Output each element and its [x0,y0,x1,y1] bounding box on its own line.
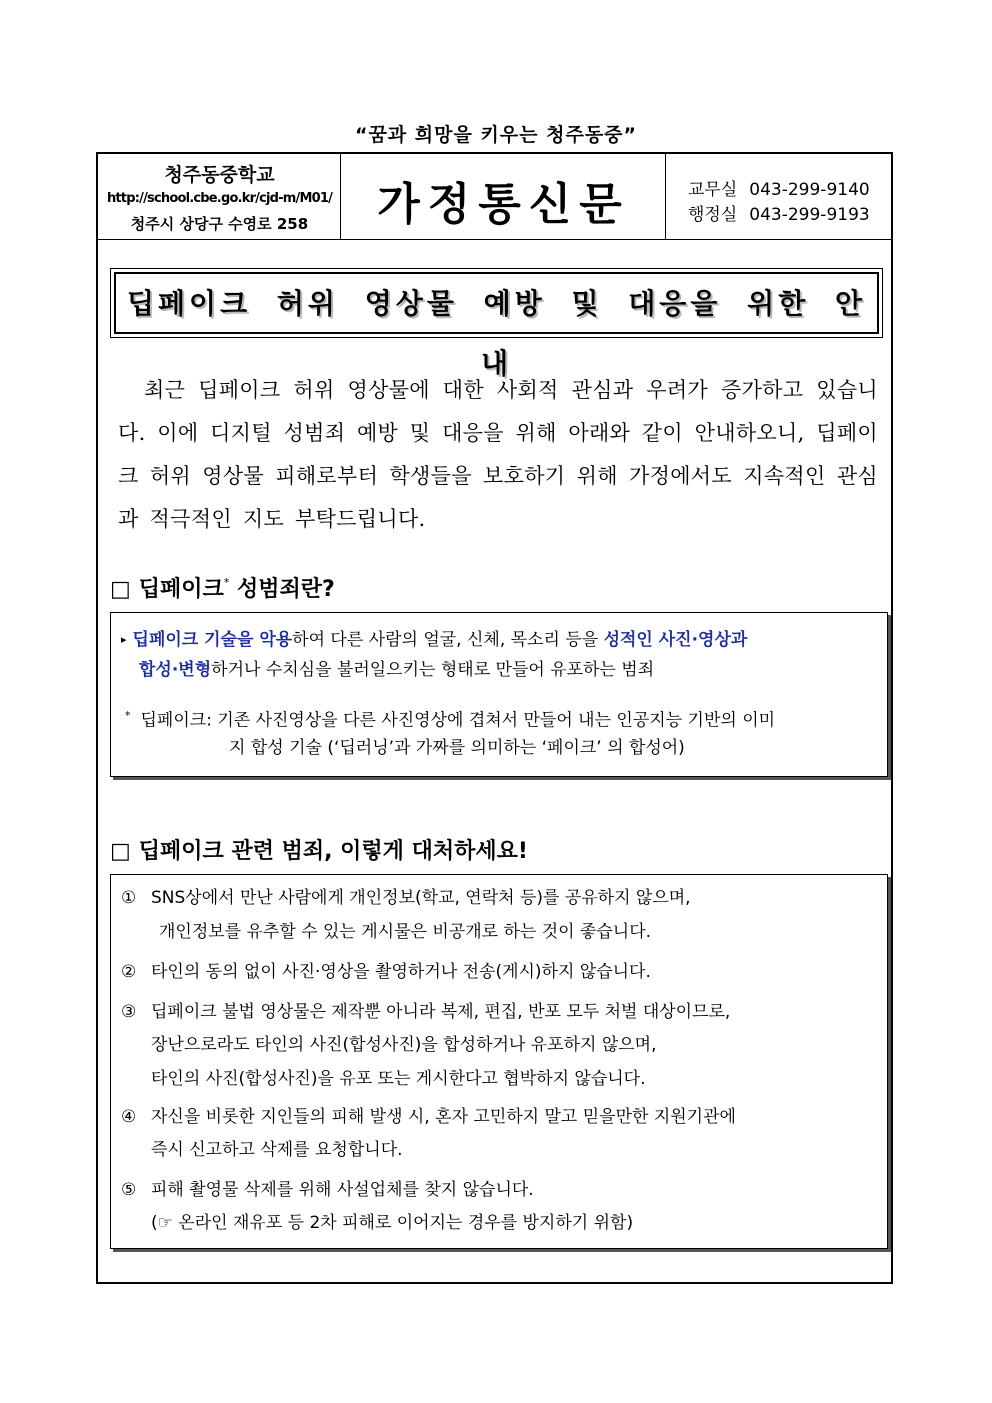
phone-office-1 [688,175,870,200]
list-item-continuation: 즉시 신고하고 삭제를 요청합니다. [151,1140,403,1160]
list-item [121,957,881,987]
item-text: 자신을 비롯한 지인들의 피해 발생 시, 혼자 고민하지 말고 믿을만한 지원기관에 [151,1107,736,1127]
newsletter-header [98,154,891,240]
item-text: 피해 촬영물 삭제를 위해 사설업체를 찾지 않습니다. [151,1180,534,1200]
section-title: 딥페이크 관련 범죄, 이렇게 대처하세요! [138,839,528,864]
list-item [121,1102,881,1132]
definition-box [110,612,888,777]
list-item [121,1175,881,1205]
item-number: ⑤ [121,1180,137,1200]
section-title-part: 딥페이크 [138,577,224,602]
item-text: 딥페이크 불법 영상물은 제작뿐 아니라 복제, 편집, 반포 모두 처벌 대상이므로, [151,1002,731,1022]
list-item [121,883,881,913]
footnote-line-2: 지 합성 기술 (‘딥러닝’과 가짜를 의미하는 ‘페이크’ 의 합성어) [229,738,685,758]
highlight-text: 합성·변형 [139,660,212,680]
highlight-text: 성적인 사진·영상과 [603,630,748,650]
newsletter-title: 가정통신문 [377,179,630,230]
contact-info [666,154,891,239]
school-slogan: “꿈과 희망을 키우는 청주동중” [354,124,638,146]
school-address: 청주시 상당구 수영로 258 [130,215,309,233]
footnote-mark: * [125,709,131,722]
intro-paragraph: 최근 딥페이크 허위 영상물에 대한 사회적 관심과 우려가 증가하고 있습니다. 이에 디지털 성범죄 예방 및 대응을 위해 아래와 같이 안내하오니, 딥페이크 허위 영상물 피해로부터 학생들을 보호하기 위해 가정에서도 지속적인 관심과 적극적인 지도 부탁드립니다. [118,378,878,531]
section-heading-deepfake-crime [110,572,335,603]
phone-label: 행정실 [688,205,738,225]
banner-title: 딥페이크 허위 영상물 예방 및 대응을 위한 안내 [114,272,879,334]
list-item-continuation: (☞ 온라인 재유포 등 2차 피해로 이어지는 경우를 방지하기 위함) [151,1213,634,1233]
footnote-line-1 [125,701,885,736]
school-info [98,154,341,239]
item-number: ④ [121,1107,137,1127]
section-heading-response [110,834,528,865]
footnote-mark: * [223,576,230,589]
definition-text: 하여 다른 사람의 얼굴, 신체, 목소리 등을 [292,630,604,650]
definition-line-1 [121,625,881,655]
highlight-text: 딥페이크 기술을 악용 [132,630,293,650]
newsletter-frame [96,152,893,1284]
list-item-continuation: 개인정보를 유추할 수 있는 게시물은 비공개로 하는 것이 좋습니다. [159,922,652,942]
item-number: ① [121,888,137,908]
list-item [121,997,881,1027]
item-number: ② [121,962,137,982]
item-number: ③ [121,1002,137,1022]
title-banner [110,268,883,380]
list-item-continuation: 장난으로라도 타인의 사진(합성사진)을 합성하거나 유포하지 않으며, [151,1035,657,1055]
checkbox-square-icon: □ [110,839,131,864]
school-name: 청주동중학교 [164,164,275,186]
phone-number: 043-299-9140 [749,180,870,200]
checkbox-square-icon: □ [110,577,131,602]
footnote-text: 딥페이크: 기존 사진영상을 다른 사진영상에 겹쳐서 만들어 내는 인공지능 기반의 이미 [140,710,776,731]
response-list-box [110,874,888,1249]
phone-label: 교무실 [688,180,738,200]
phone-office-2 [688,200,870,225]
definition-line-2 [121,655,899,685]
list-item-continuation: 타인의 사진(합성사진)을 유포 또는 게시한다고 협박하지 않습니다. [151,1069,646,1089]
item-text: SNS상에서 만난 사람에게 개인정보(학교, 연락처 등)를 공유하지 않으며, [151,888,691,908]
definition-text: 하거나 수치심을 불러일으키는 형태로 만들어 유포하는 범죄 [211,660,655,680]
phone-number: 043-299-9193 [749,205,870,225]
school-url[interactable]: http://school.cbe.go.kr/cjd-m/M01/ [106,191,333,206]
newsletter-title-cell [341,154,666,239]
section-title-part: 성범죄란? [236,577,335,602]
triangle-bullet-icon: ▸ [121,633,127,646]
item-text: 타인의 동의 없이 사진·영상을 촬영하거나 전송(게시)하지 않습니다. [151,962,651,982]
